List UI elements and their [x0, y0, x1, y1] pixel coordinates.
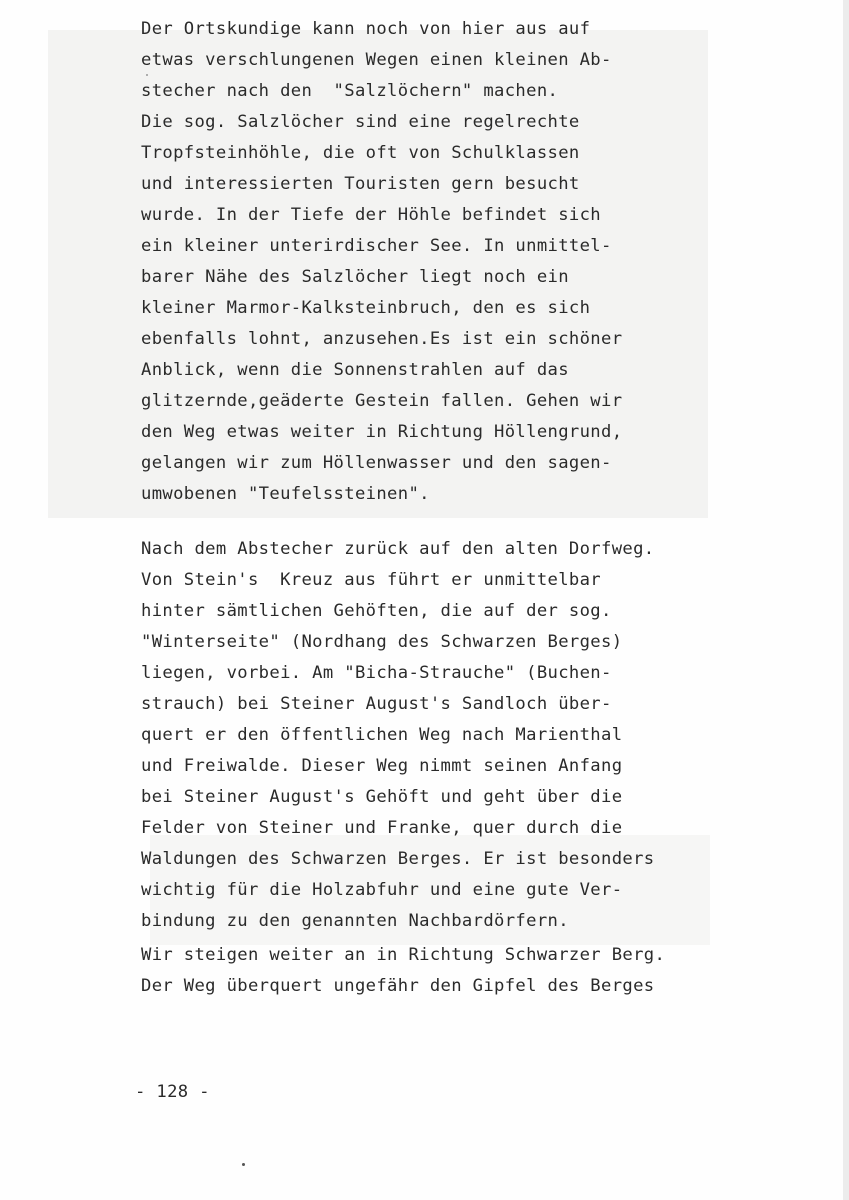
text-line: Der Weg überquert ungefähr den Gipfel des Berges	[141, 976, 655, 996]
text-line: Anblick, wenn die Sonnenstrahlen auf das	[141, 360, 569, 380]
text-line: etwas verschlungenen Wegen einen kleinen Ab-	[141, 50, 612, 70]
text-line: glitzernde,geäderte Gestein fallen. Gehen wir	[141, 391, 623, 411]
text-line: und interessierten Touristen gern besucht	[141, 174, 580, 194]
paragraph-schwarzer-berg	[141, 940, 741, 1002]
text-line: Nach dem Abstecher zurück auf den alten Dorfweg.	[141, 539, 655, 559]
text-line: quert er den öffentlichen Weg nach Marienthal	[141, 725, 623, 745]
text-line: gelangen wir zum Höllenwasser und den sagen-	[141, 453, 612, 473]
text-line: ebenfalls lohnt, anzusehen.Es ist ein schöner	[141, 329, 623, 349]
text-line: ein kleiner unterirdischer See. In unmittel-	[141, 236, 612, 256]
text-line: "Winterseite" (Nordhang des Schwarzen Berges)	[141, 632, 623, 652]
scan-speck	[242, 1163, 245, 1166]
text-line: Felder von Steiner und Franke, quer durch die	[141, 818, 623, 838]
text-line: kleiner Marmor-Kalksteinbruch, den es sich	[141, 298, 591, 318]
text-line: den Weg etwas weiter in Richtung Höllengrund,	[141, 422, 623, 442]
page-number: - 128 -	[135, 1082, 210, 1102]
text-line: hinter sämtlichen Gehöften, die auf der sog.	[141, 601, 612, 621]
text-line: umwobenen "Teufelssteinen".	[141, 484, 430, 504]
text-line: und Freiwalde. Dieser Weg nimmt seinen Anfang	[141, 756, 623, 776]
text-line: bindung zu den genannten Nachbardörfern.	[141, 911, 569, 931]
text-line: stecher nach den "Salzlöchern" machen.	[141, 81, 559, 101]
scan-speck	[146, 74, 148, 76]
paragraph-dorfweg	[141, 534, 741, 937]
text-line: Wir steigen weiter an in Richtung Schwarzer Berg.	[141, 945, 666, 965]
text-line: Tropfsteinhöhle, die oft von Schulklassen	[141, 143, 580, 163]
text-line: bei Steiner August's Gehöft und geht über die	[141, 787, 623, 807]
text-line: barer Nähe des Salzlöcher liegt noch ein	[141, 267, 569, 287]
page-edge	[843, 0, 849, 1200]
text-line: Die sog. Salzlöcher sind eine regelrechte	[141, 112, 580, 132]
text-line: liegen, vorbei. Am "Bicha-Strauche" (Buchen-	[141, 663, 612, 683]
text-line: Waldungen des Schwarzen Berges. Er ist besonders	[141, 849, 655, 869]
text-line: wurde. In der Tiefe der Höhle befindet sich	[141, 205, 602, 225]
text-line: Von Stein's Kreuz aus führt er unmittelbar	[141, 570, 602, 590]
text-line: wichtig für die Holzabfuhr und eine gute Ver-	[141, 880, 623, 900]
text-line: strauch) bei Steiner August's Sandloch über-	[141, 694, 612, 714]
text-line: Der Ortskundige kann noch von hier aus auf	[141, 19, 591, 39]
paragraph-salzloecher	[141, 14, 741, 510]
